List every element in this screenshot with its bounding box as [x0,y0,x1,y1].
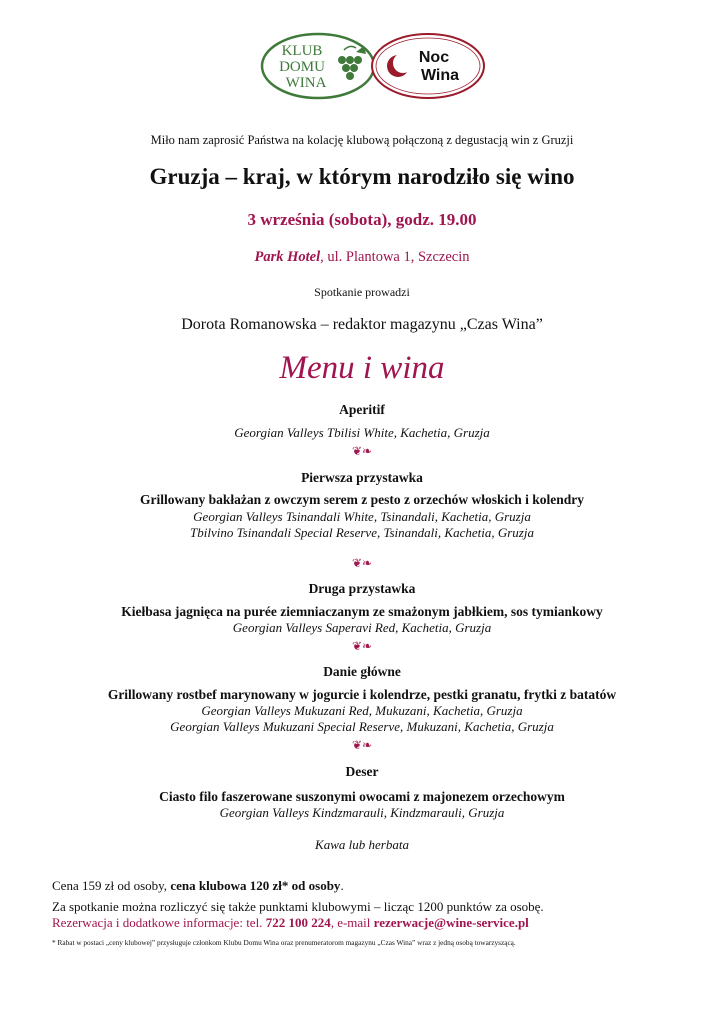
venue-address: , ul. Plantowa 1, Szczecin [320,249,470,265]
course-title: Deser [345,764,379,779]
ornament-icon: ❦❧ [351,639,373,653]
klub-logo-line1: KLUB [281,43,323,59]
reservation-email-label: , e-mail [330,915,374,930]
event-date: 3 września (sobota), godz. 19.00 [247,210,477,229]
reservation-email-link[interactable]: rezerwacje@wine-service.pl [373,915,529,930]
venue [0,249,724,266]
logo-graphics [258,30,488,102]
wine-line: Tbilvino Tsinandali Special Reserve, Tsinandali, Kachetia, Gruzja [190,525,534,540]
reservation-line [52,915,672,931]
logos [258,30,488,102]
course-title: Druga przystawka [308,581,416,596]
host: Dorota Romanowska – redaktor magazynu „Czas Wina” [181,316,543,333]
coffee: Kawa lub herbata [315,837,409,852]
host-label: Spotkanie prowadzi [314,285,410,299]
course-title: Danie główne [323,664,401,679]
footnote: * Rabat w postaci „ceny klubowej” przysługuje członkom Klubu Domu Wina oraz prenumeratorom magazynu „Czas Wina” wraz z jedną osobą towarzyszącą. [52,938,516,947]
klub-logo-line2: DOMU [279,59,325,75]
points-note: Za spotkanie można rozliczyć się także punktami klubowymi – licząc 1200 punktów za osobę. [52,899,544,914]
invitation-intro: Miło nam zaprosić Państwa na kolację klubową połączoną z degustacją win z Gruzji [150,133,574,147]
price-line [52,878,672,894]
wine-line: Georgian Valleys Mukuzani Special Reserve, Mukuzani, Kachetia, Gruzja [170,719,554,734]
wine-line: Georgian Valleys Tsinandali White, Tsinandali, Kachetia, Gruzja [193,509,531,524]
wine-line: Georgian Valleys Tbilisi White, Kachetia, Gruzja [234,425,490,440]
dish: Grillowany rostbef marynowany w jogurcie i kolendrze, pestki granatu, frytki z batatów [107,687,617,702]
wine-line: Georgian Valleys Kindzmarauli, Kindzmarauli, Gruzja [219,805,505,820]
noc-logo-line2: Wina [420,67,460,84]
dish: Grillowany bakłażan z owczym serem z pesto z orzechów włoskich i kolendry [139,492,585,507]
noc-logo-line1: Noc [418,49,450,66]
course-title: Aperitif [339,402,385,417]
price-regular: Cena 159 zł od osoby, [52,878,171,893]
reservation-label: Rezerwacja i dodatkowe informacje: tel. [52,915,266,930]
menu-title: Menu i wina [279,350,445,386]
ornament-icon: ❦❧ [351,738,373,752]
headline: Gruzja – kraj, w którym narodziło się wino [149,164,575,189]
ornament-icon: ❦❧ [351,444,373,458]
price-end: . [340,878,344,893]
reservation-phone[interactable]: 722 100 224 [265,915,331,930]
dish: Ciasto filo faszerowane suszonymi owocami z majonezem orzechowym [159,789,565,804]
wine-line: Georgian Valleys Mukuzani Red, Mukuzani, Kachetia, Gruzja [201,703,523,718]
wine-line: Georgian Valleys Saperavi Red, Kachetia, Gruzja [232,620,492,635]
dish: Kiełbasa jagnięca na purée ziemniaczanym ze smażonym jabłkiem, sos tymiankowy [121,604,603,619]
course-title: Pierwsza przystawka [301,470,423,485]
ornament-icon: ❦❧ [351,556,373,570]
klub-logo-line3: WINA [285,75,327,91]
venue-name: Park Hotel [254,249,321,265]
price-club: cena klubowa 120 zł* od osoby [170,878,341,893]
